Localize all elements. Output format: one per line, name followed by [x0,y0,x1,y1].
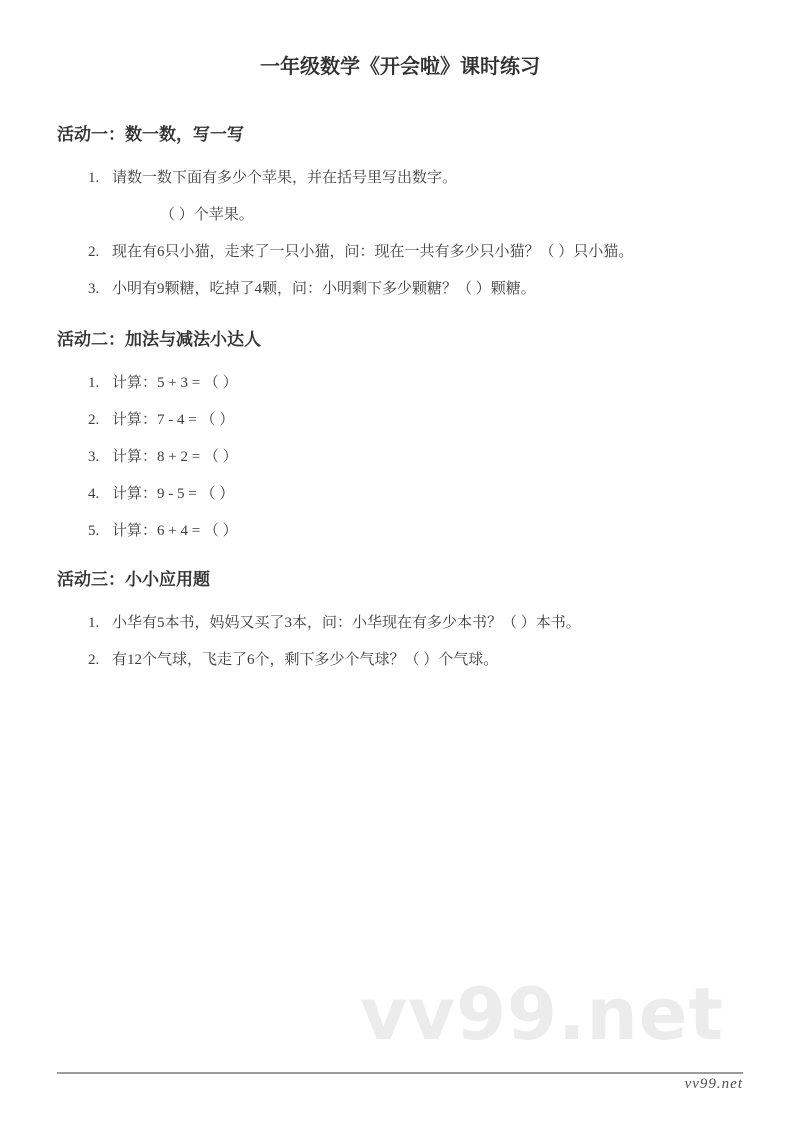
section-2-heading: 活动二：加法与减法小达人 [57,330,261,349]
item-text: 计算：6 + 4 = （ ） [112,523,238,539]
item-number: 2. [88,652,100,668]
item-number: 3. [88,449,100,465]
watermark-text: vv99.net [360,972,724,1056]
footer-divider [57,1072,743,1074]
question-item [88,280,760,299]
calc-item [88,411,760,430]
item-number: 1. [88,615,100,631]
section-activity-2 [0,329,800,541]
calc-item [88,485,760,504]
item-text: 小明有9颗糖，吃掉了4颗，问：小明剩下多少颗糖？（ ）颗糖。 [112,281,536,297]
item-text: 计算：7 - 4 = （ ） [112,412,235,428]
item-number: 1. [88,170,100,186]
calc-item [88,522,760,541]
section-activity-1 [0,124,800,299]
question-item [88,169,760,188]
item-text: 有12个气球，飞走了6个，剩下多少个气球？（ ）个气球。 [112,652,499,668]
item-text: 请数一数下面有多少个苹果，并在括号里写出数字。 [112,170,458,186]
section-activity-3 [0,569,800,670]
footer-site-text: vv99.net [684,1076,743,1092]
page-footer [57,1072,743,1093]
word-problem-item [88,614,760,633]
word-problem-item [88,651,760,670]
answer-blank-line: （ ）个苹果。 [160,207,254,223]
section-1-heading: 活动一：数一数，写一写 [57,125,244,144]
item-text: 计算：8 + 2 = （ ） [112,449,238,465]
calc-item [88,448,760,467]
item-text: 现在有6只小猫，走来了一只小猫，问：现在一共有多少只小猫？（ ）只小猫。 [112,244,634,260]
calc-item [88,374,760,393]
item-number: 3. [88,281,100,297]
item-number: 1. [88,375,100,391]
page-title: 一年级数学《开会啦》课时练习 [260,56,540,78]
item-text: 计算：9 - 5 = （ ） [112,486,235,502]
item-number: 2. [88,244,100,260]
item-number: 2. [88,412,100,428]
section-3-heading: 活动三：小小应用题 [57,570,210,589]
item-text: 小华有5本书，妈妈又买了3本，问：小华现在有多少本书？（ ）本书。 [112,615,581,631]
item-number: 4. [88,486,100,502]
item-number: 5. [88,523,100,539]
item-text: 计算：5 + 3 = （ ） [112,375,238,391]
question-item [88,243,760,262]
